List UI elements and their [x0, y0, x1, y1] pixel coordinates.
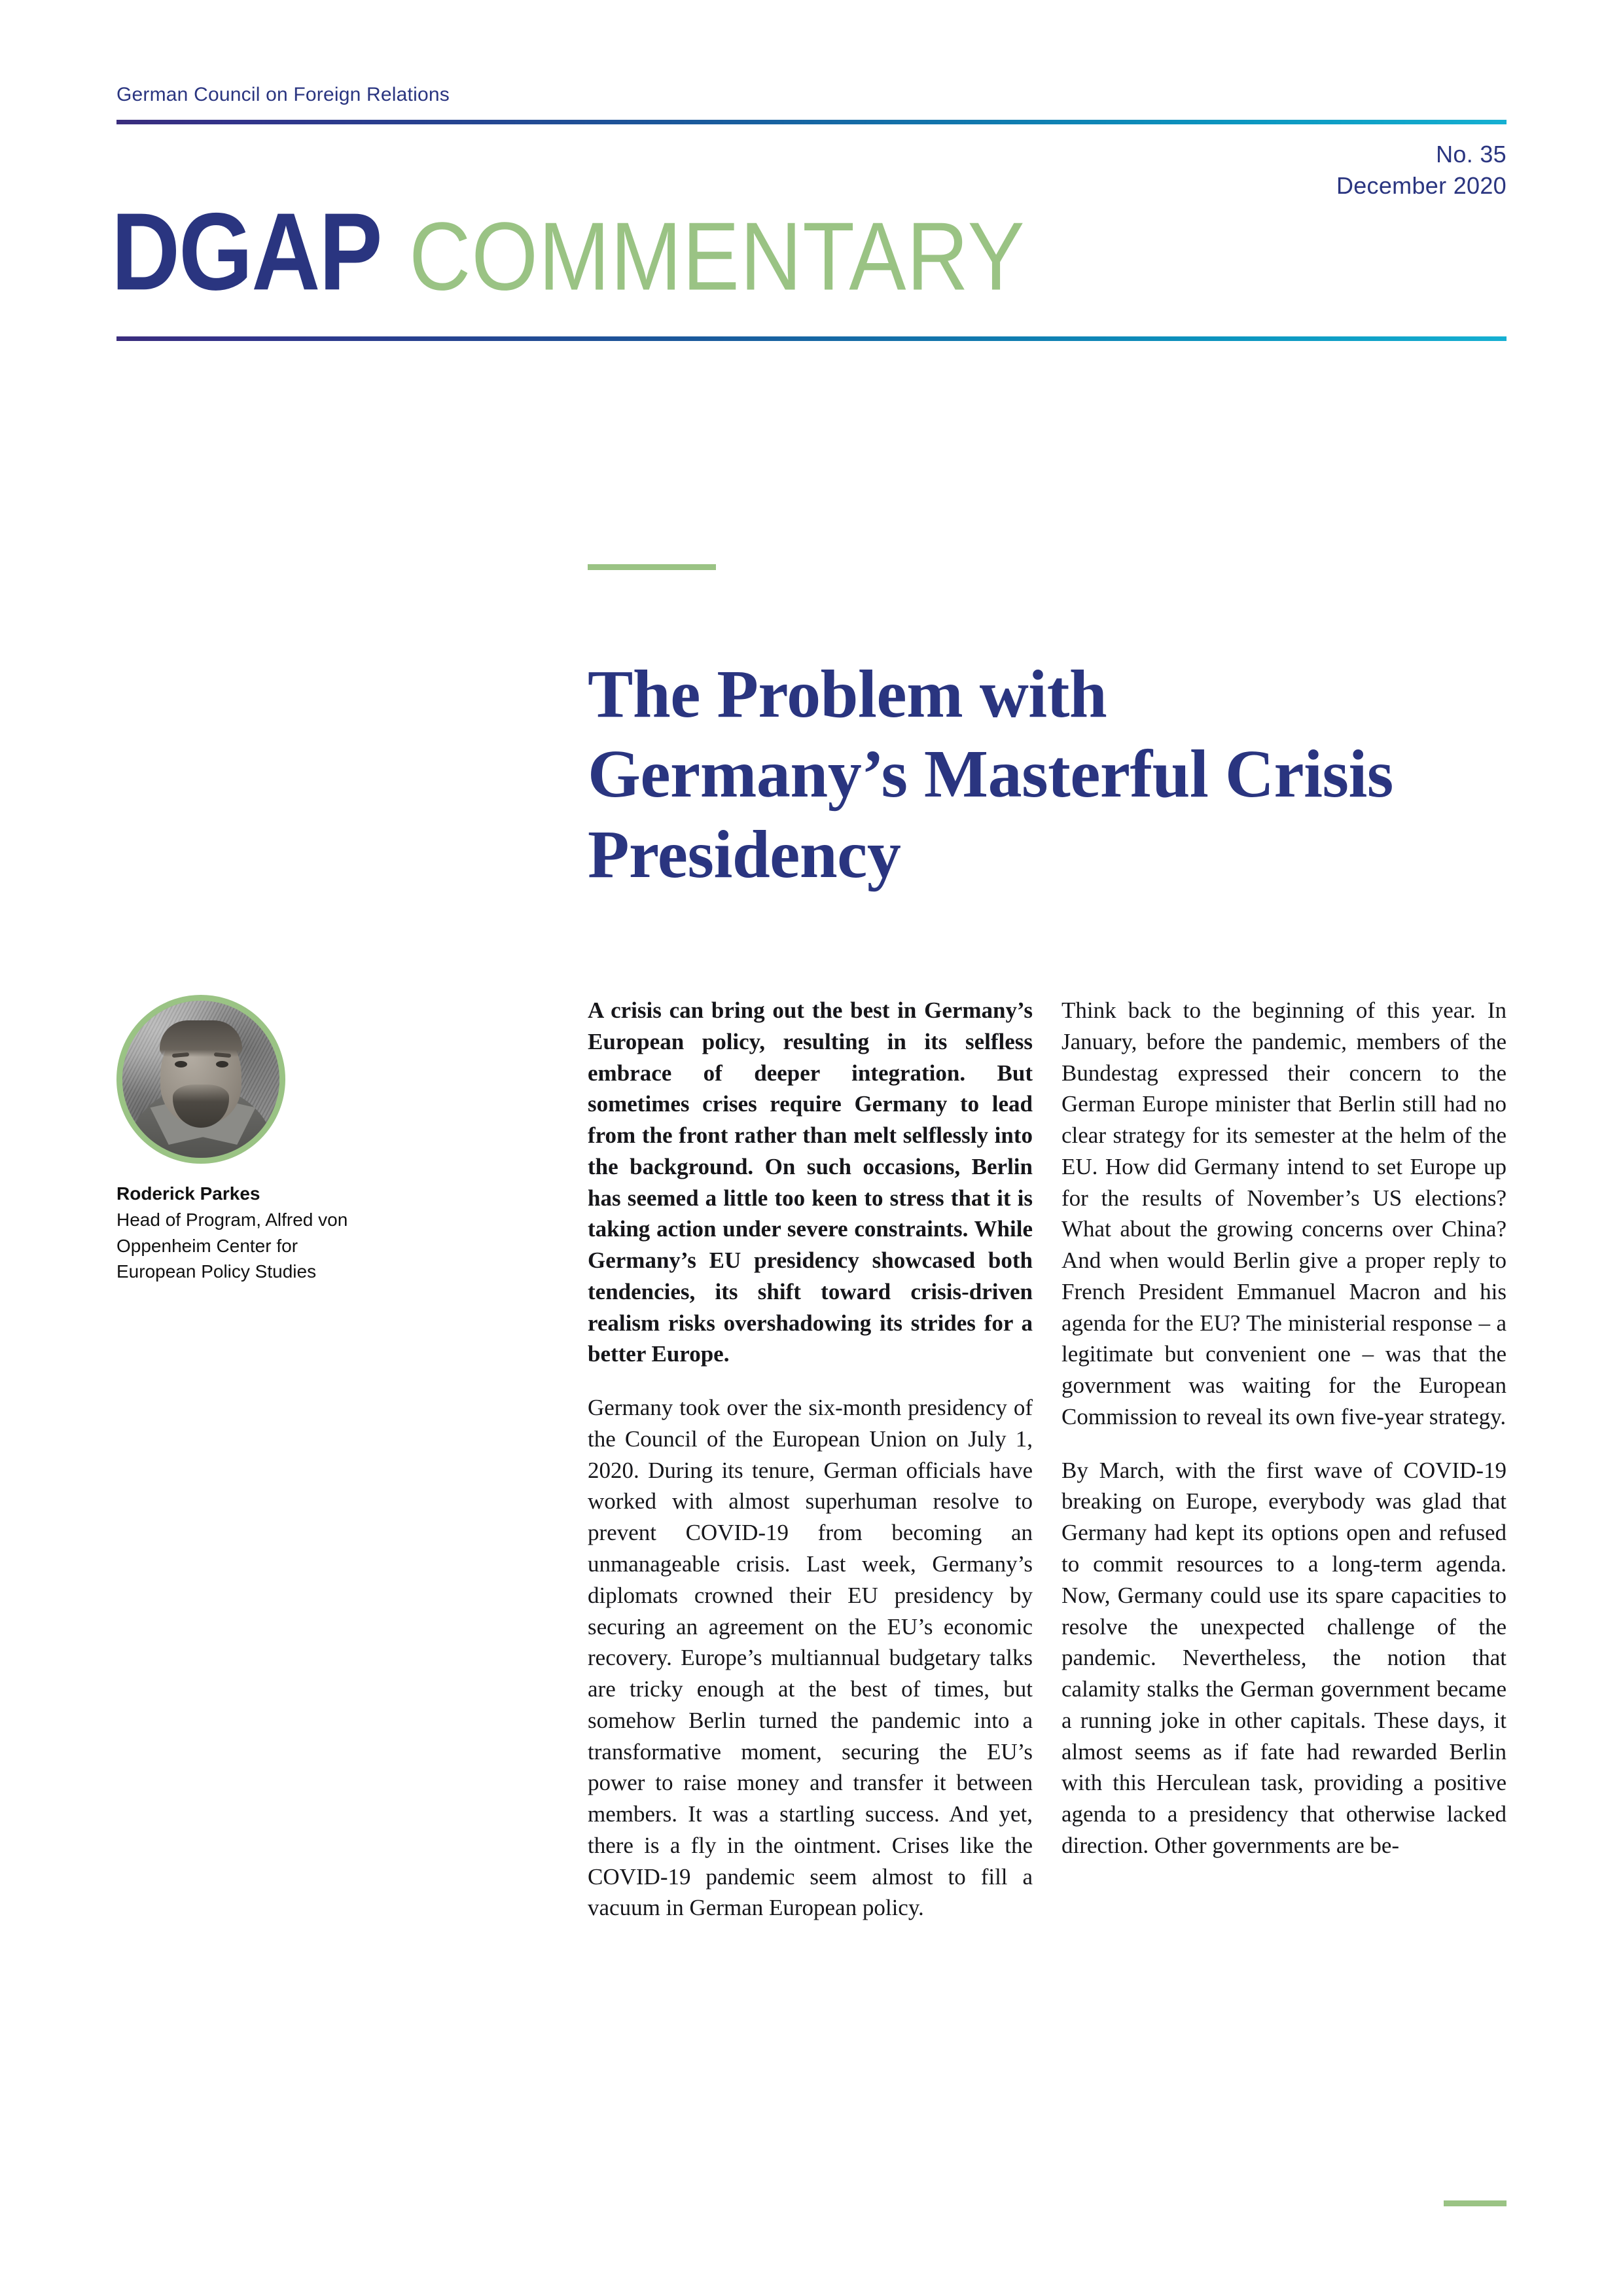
body-column-right [1061, 995, 1507, 1884]
header-gradient-rule-top [116, 120, 1507, 124]
body-paragraph: By March, with the first wave of COVID-19 breaking on Europe, everybody was glad that Germany had kept its options open and refused to commit resources to a long-term agenda. Now, Germany could use its spare capacities to resolve the unexpected challenge of the pandemic. Nevertheless, the notion that calamity stalks the German government became a running joke in other capitals. These days, it almost seems as if fate had rewarded Berlin with this Herculean task, providing a positive agenda to a presidency that otherwise lacked direction. Other governments are be- [1061, 1457, 1507, 1858]
title-accent-dash [588, 564, 716, 570]
issue-date: December 2020 [1336, 171, 1507, 199]
portrait-hair [160, 1020, 242, 1057]
dgap-wordmark: DGAP [111, 189, 382, 314]
page-title: The Problem with Germany’s Masterful Crisis Presidency [588, 656, 1393, 893]
lead-paragraph: A crisis can bring out the best in Germany’s European policy, resulting in its selfless embrace of deeper integration. But sometimes crises require Germany to lead from the front rather than melt selflessly into the background. On such occasions, Berlin has seemed a little too keen to stress that it is taking action under severe constraints. While Germany’s EU presidency showcased both tendencies, its shift toward crisis-driven realism risks overshadowing its strides for a better Europe. [588, 997, 1033, 1367]
author-name: Roderick Parkes [116, 1183, 260, 1204]
author-portrait-photo [116, 995, 285, 1164]
body-paragraph: Germany took over the six-month presidency of the Council of the European Union on July 1, 2020. During its tenure, German officials have worked with almost superhuman resolve to prevent COVID-19 from becoming an unmanageable crisis. Last week, Germany’s diplomats crowned their EU presidency by securing an agreement on the EU’s economic recovery. Europe’s multiannual budgetary talks are tricky enough at the best of times, but somehow Berlin turned the pandemic into a transformative moment, securing the EU’s power to raise money and transfer it between members. It was a startling success. And yet, there is a fly in the ointment. Crises like the COVID-19 pandemic seem almost to fill a vacuum in German European policy. [588, 1395, 1033, 1921]
dgap-logo [111, 189, 1032, 319]
portrait-eye-left [175, 1061, 187, 1067]
footer-accent-dash [1444, 2200, 1507, 2206]
body-paragraph: Think back to the beginning of this year. In January, before the pandemic, members of the Bundestag expressed their concern to the German Europe minister that Berlin still had no clear strategy for its semester at the helm of the EU. How did Germany intend to set Europe up for the results of November’s US elections? What about the growing concerns over China? And when would Berlin give a proper reply to French President Emmanuel Macron and his agenda for the EU? The ministerial response – a legitimate but convenient one – was that the government was waiting for the European Commission to reveal its own five-year strategy. [1061, 997, 1507, 1429]
body-column-left [588, 995, 1033, 1946]
series-wordmark: COMMENTARY [409, 202, 1026, 310]
author-role: Head of Program, Alfred von Oppenheim Center for European Policy Studies [116, 1209, 348, 1282]
organization-tagline: German Council on Foreign Relations [116, 84, 450, 105]
issue-number: No. 35 [1436, 141, 1507, 168]
portrait-eye-right [216, 1061, 228, 1067]
header-gradient-rule-bottom [116, 336, 1507, 341]
issue-meta [1336, 139, 1507, 202]
author-block [116, 995, 372, 1285]
